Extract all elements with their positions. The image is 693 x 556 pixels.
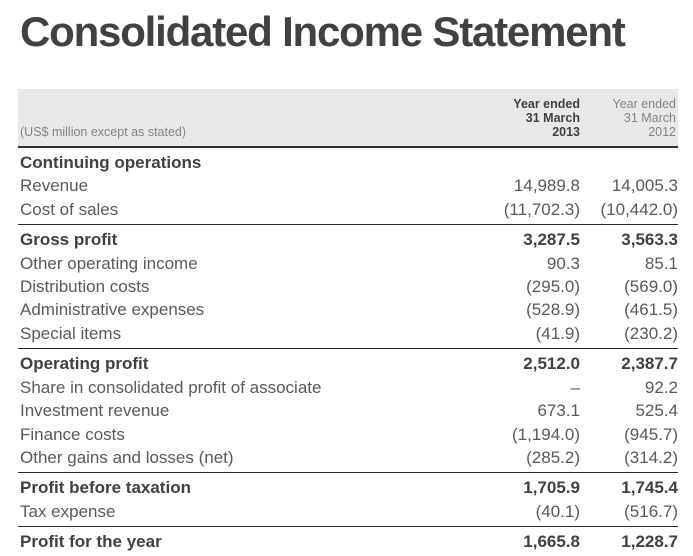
table-row (18, 500, 678, 523)
value-2012: (230.2) (624, 323, 678, 343)
column-header-line: Year ended (612, 97, 676, 112)
table-row (18, 376, 678, 399)
row-label: Administrative expenses (20, 300, 205, 320)
value-2012: 85.1 (644, 253, 678, 273)
value-2013: (295.0) (526, 277, 580, 297)
table-row (18, 174, 678, 197)
row-label: Profit for the year (20, 532, 162, 552)
row-label: Gross profit (20, 230, 118, 250)
table-section (18, 348, 678, 472)
row-label: Investment revenue (20, 401, 170, 421)
table-section (18, 148, 678, 224)
table-section (18, 472, 678, 526)
row-label: Cost of sales (20, 199, 119, 219)
value-2012: (516.7) (624, 501, 678, 521)
unit-note: (US$ million except as stated) (20, 125, 187, 140)
value-2012: 3,563.3 (621, 230, 678, 250)
value-2013: (285.2) (526, 447, 580, 467)
row-label: Special items (20, 323, 122, 343)
column-header-line: Year ended (513, 97, 580, 112)
row-label: Finance costs (20, 424, 125, 444)
row-label: Tax expense (20, 501, 116, 521)
table-row (18, 198, 678, 221)
table-row (18, 228, 678, 251)
value-2012: (461.5) (624, 300, 678, 320)
column-header-2013 (476, 97, 580, 139)
row-label: Other gains and losses (net) (20, 447, 234, 467)
column-header-line: 2013 (552, 125, 580, 140)
column-header-line: 2012 (648, 125, 676, 140)
table-row (18, 399, 678, 422)
value-2013: (11,702.3) (503, 199, 580, 219)
table-row (18, 322, 678, 345)
value-2013: 90.3 (546, 253, 580, 273)
value-2012: 2,387.7 (621, 354, 678, 374)
income-statement-table (18, 89, 678, 556)
value-2012: (945.7) (624, 424, 678, 444)
value-2013: 14,989.8 (513, 176, 580, 196)
value-2012 (580, 151, 678, 174)
table-row (18, 476, 678, 499)
row-label: Revenue (20, 176, 89, 196)
value-2013: (528.9) (526, 300, 580, 320)
value-2012: (10,442.0) (600, 199, 678, 219)
value-2013: 3,287.5 (523, 230, 580, 250)
value-2012: 525.4 (635, 401, 678, 421)
value-2012: 14,005.3 (611, 176, 678, 196)
value-2013 (474, 151, 580, 174)
row-label: Operating profit (20, 354, 149, 374)
column-header-line: 31 March (525, 111, 580, 126)
row-label: Profit before taxation (20, 478, 191, 498)
table-row (18, 423, 678, 446)
value-2013: 2,512.0 (523, 354, 580, 374)
value-2012: 1,228.7 (621, 532, 678, 552)
table-row (18, 446, 678, 469)
value-2013: 673.1 (537, 401, 580, 421)
page-title: Consolidated Income Statement (20, 8, 625, 55)
value-2013: (41.9) (535, 323, 580, 343)
table-row (18, 252, 678, 275)
table-header (18, 89, 678, 148)
table-row (18, 298, 678, 321)
row-label: Continuing operations (20, 153, 202, 173)
table-row (18, 275, 678, 298)
value-2012: 92.2 (644, 377, 678, 397)
row-label: Share in consolidated profit of associate (20, 377, 322, 397)
value-2013: (40.1) (535, 501, 580, 521)
table-row (18, 352, 678, 375)
value-2012: (569.0) (624, 277, 678, 297)
table-row (18, 151, 678, 174)
column-header-2012 (580, 97, 676, 139)
value-2012: (314.2) (624, 447, 678, 467)
value-2013: 1,705.9 (523, 478, 580, 498)
row-label: Distribution costs (20, 277, 150, 297)
table-section (18, 526, 678, 556)
value-2013: – (570, 377, 580, 397)
value-2013: 1,665.8 (523, 532, 580, 552)
table-body (18, 148, 678, 556)
row-label: Other operating income (20, 253, 198, 273)
value-2012: 1,745.4 (621, 478, 678, 498)
value-2013: (1,194.0) (511, 424, 580, 444)
table-row (18, 530, 678, 553)
column-header-line: 31 March (623, 111, 676, 126)
table-section (18, 224, 678, 348)
